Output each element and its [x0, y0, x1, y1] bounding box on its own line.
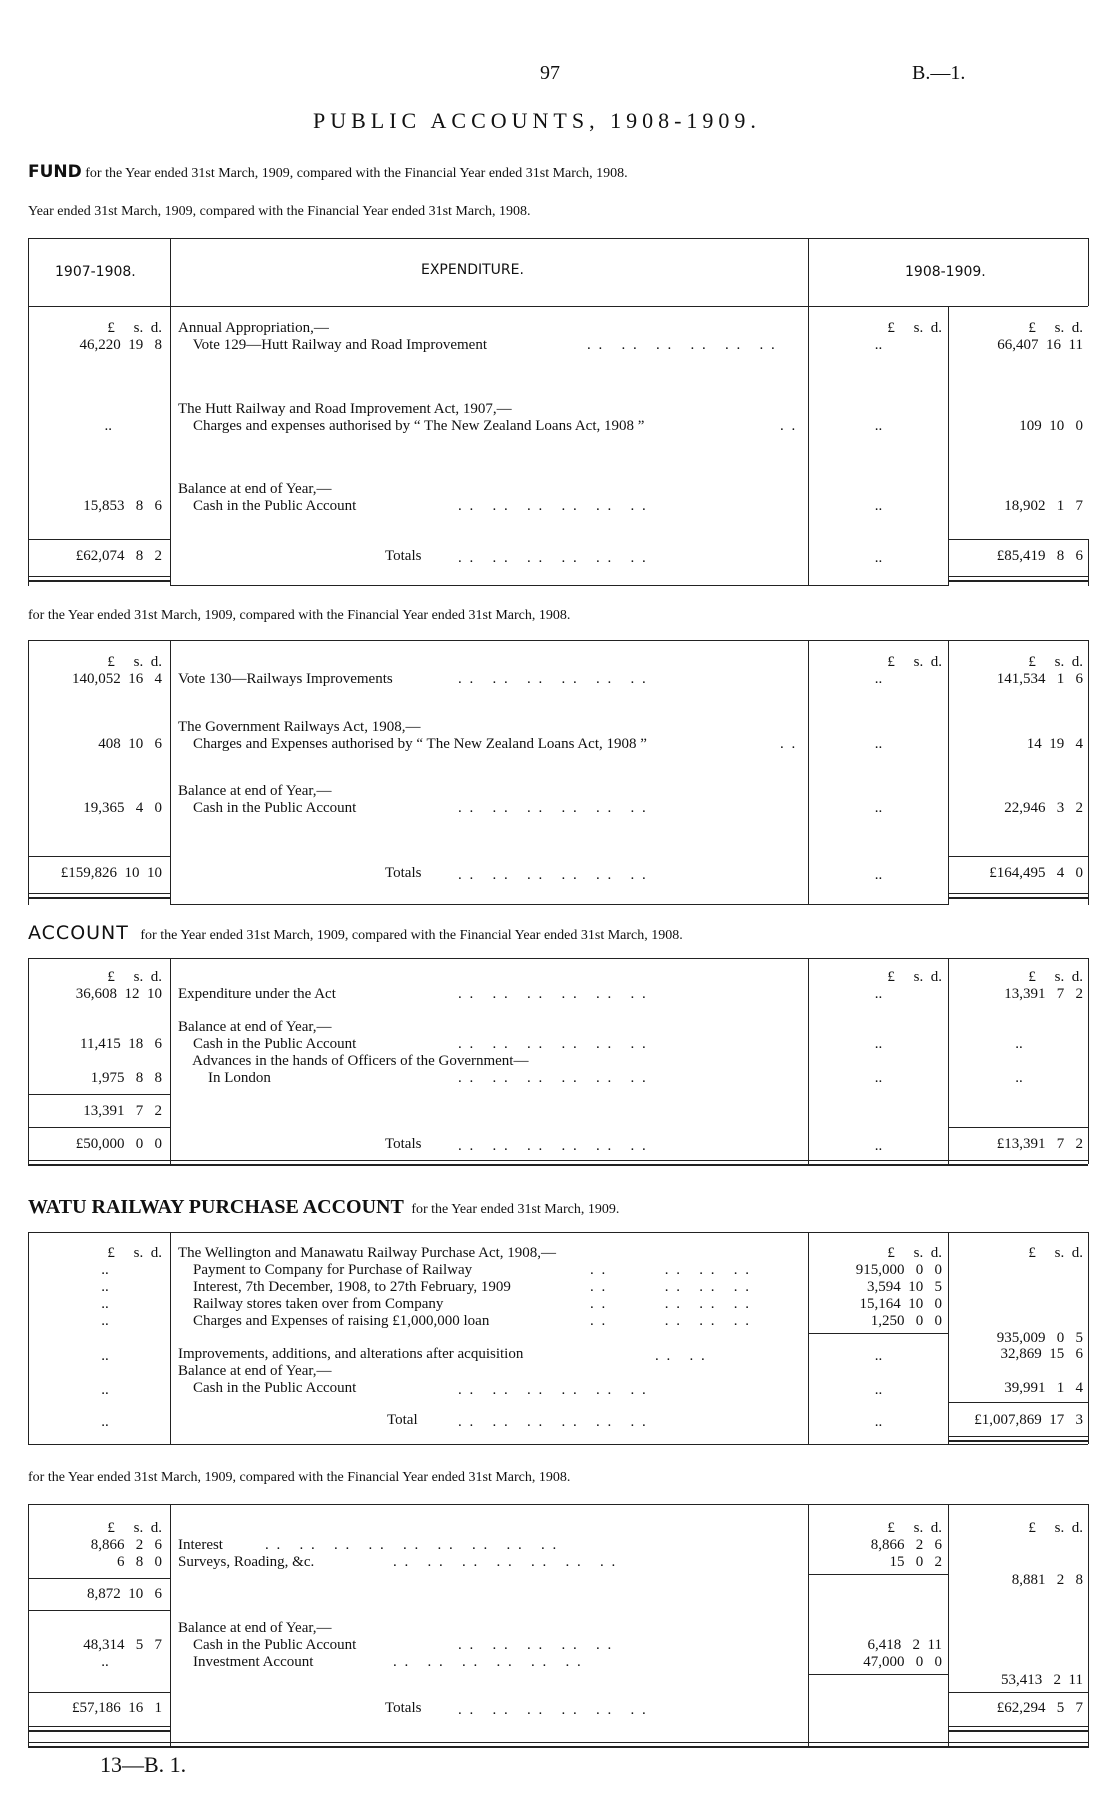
s1-col-left: 1907-1908.	[55, 264, 136, 280]
s4-item4-dots: . . . . . . . .	[590, 1313, 751, 1329]
s4-left-dash3: ..	[101, 1296, 109, 1312]
s3-row1-dots: . . . . . . . . . . . .	[458, 986, 648, 1002]
s2-row1-mid: ..	[874, 671, 883, 687]
page-title: PUBLIC ACCOUNTS, 1908-1909.	[313, 108, 761, 133]
s1-row3-dots: . . . . . . . . . . . .	[458, 498, 648, 514]
s2-row2-left: 408 10 6	[98, 736, 162, 752]
s1-row1-right: 66,407 16 11	[997, 337, 1083, 353]
s4-total-right: £1,007,869 17 3	[974, 1412, 1083, 1428]
s4-total-label: Total	[387, 1412, 418, 1428]
s3-total-mid: ..	[874, 1138, 883, 1154]
s4-item1-dots: . . . . . . . .	[590, 1262, 751, 1278]
s3-unit-left: £ s. d.	[107, 969, 162, 985]
s1-col-mid: EXPENDITURE.	[421, 262, 524, 278]
s2-total-right: £164,495 4 0	[989, 865, 1083, 881]
s5-total-label: Totals	[385, 1700, 422, 1716]
page-footer: 13—B. 1.	[100, 1752, 187, 1777]
page-number: 97	[540, 62, 560, 84]
s2-row2-mid: ..	[874, 736, 883, 752]
s4-unit-mid: £ s. d.	[887, 1245, 942, 1261]
s4-item3-dots: . . . . . . . .	[590, 1296, 751, 1312]
s4-item4-mid: 1,250 0 0	[870, 1313, 942, 1329]
s5-row3-left-dash: ..	[101, 1654, 109, 1670]
s3-row1-left: 36,608 12 10	[75, 986, 162, 1002]
s2-unit-left: £ s. d.	[107, 654, 162, 670]
s5-row2-dots: . . . . . . . . . . . . . .	[393, 1554, 618, 1570]
s2-total-label: Totals	[385, 865, 422, 881]
s1-row1-left: 46,220 19 8	[79, 337, 162, 353]
s5-row3-text: Balance at end of Year,— Cash in the Public Account Investment Account	[178, 1620, 357, 1670]
s1-unit-mid: £ s. d.	[887, 320, 942, 336]
s4-unit-left: £ s. d.	[107, 1245, 162, 1261]
s4-items-total: 935,009 0 5	[996, 1330, 1083, 1346]
s1-heading-bold: FUND	[28, 162, 82, 182]
s4-left-dash1: ..	[101, 1262, 109, 1278]
s3-row3-dots: . . . . . . . . . . . .	[458, 1070, 648, 1086]
s4-item1-text: Payment to Company for Purchase of Railway	[178, 1262, 473, 1278]
s5-heading: for the Year ended 31st March, 1909, compared with the Financial Year ended 31st March, 1908.	[28, 1470, 571, 1485]
s3-row3-right: ..	[1015, 1070, 1023, 1086]
s2-total-mid: ..	[874, 867, 883, 883]
s3-row1-text: Expenditure under the Act	[178, 986, 336, 1002]
s5-row3-left: 48,314 5 7	[83, 1637, 162, 1653]
s3-heading-text: for the Year ended 31st March, 1909, compared with the Financial Year ended 31st March, 1908.	[140, 928, 683, 943]
s3-row2-dots: . . . . . . . . . . . .	[458, 1036, 648, 1052]
s2-row2-dots: . .	[780, 736, 798, 752]
s4-item2-mid: 3,594 10 5	[867, 1279, 942, 1295]
s4-improvements-mid: ..	[874, 1348, 883, 1364]
s4-total-dots: . . . . . . . . . . . .	[458, 1414, 648, 1430]
s5-row1-text: Interest	[178, 1537, 223, 1553]
s2-unit-mid: £ s. d.	[887, 654, 942, 670]
s5-row3-mid-a: 6,418 2 11	[867, 1637, 942, 1653]
s5-subtotal-left: 8,872 10 6	[87, 1586, 162, 1602]
s5-row2-left: 6 8 0	[117, 1554, 162, 1570]
s3-subtotal-left: 13,391 7 2	[83, 1103, 162, 1119]
s5-row3-dots-b: . . . . . . . . . . . .	[393, 1654, 583, 1670]
s5-right-a: 8,881 2 8	[1011, 1572, 1083, 1588]
s4-left-dash7: ..	[101, 1414, 109, 1430]
s1-row1-dots: . . . . . . . . . . . .	[587, 337, 777, 353]
s4-total-mid: ..	[874, 1414, 883, 1430]
s2-total-dots: . . . . . . . . . . . .	[458, 867, 648, 883]
s4-intro: The Wellington and Manawatu Railway Purchase Act, 1908,—	[178, 1245, 557, 1261]
s3-row1-right: 13,391 7 2	[1004, 986, 1083, 1002]
s3-total-dots: . . . . . . . . . . . .	[458, 1138, 648, 1154]
s2-row2-right: 14 19 4	[1026, 736, 1083, 752]
s3-row3-mid: ..	[874, 1070, 883, 1086]
s4-left-dash2: ..	[101, 1279, 109, 1295]
s2-row3-dots: . . . . . . . . . . . .	[458, 800, 648, 816]
s3-row2-left: 11,415 18 6	[80, 1036, 162, 1052]
s1-heading	[28, 162, 628, 182]
s1-row3-text: Balance at end of Year,— Cash in the Public Account	[178, 481, 357, 514]
s1-unit-left: £ s. d.	[107, 320, 162, 336]
s3-total-left: £50,000 0 0	[75, 1136, 162, 1152]
s4-balance-dots: . . . . . . . . . . . .	[458, 1382, 648, 1398]
s1-unit-right: £ s. d.	[1028, 320, 1083, 336]
s4-left-dash6: ..	[101, 1382, 109, 1398]
s1-total-mid: ..	[874, 550, 883, 566]
s1-total-dots: . . . . . . . . . . . .	[458, 550, 648, 566]
s4-item2-text: Interest, 7th December, 1908, to 27th February, 1909	[178, 1279, 511, 1295]
s4-item1-mid: 915,000 0 0	[855, 1262, 942, 1278]
s3-row2-text: Balance at end of Year,— Cash in the Public Account	[178, 1019, 357, 1052]
s3-total-right: £13,391 7 2	[996, 1136, 1083, 1152]
s2-heading: for the Year ended 31st March, 1909, compared with the Financial Year ended 31st March, 1908.	[28, 608, 571, 623]
s1-subheading: Year ended 31st March, 1909, compared with the Financial Year ended 31st March, 1908.	[28, 204, 531, 219]
s1-row2-dots: . .	[780, 418, 798, 434]
s3-total-label: Totals	[385, 1136, 422, 1152]
s1-total-left: £62,074 8 2	[75, 548, 162, 564]
s5-unit-right: £ s. d.	[1028, 1520, 1083, 1536]
s1-row1-mid: ..	[874, 337, 883, 353]
s1-row3-right: 18,902 1 7	[1004, 498, 1083, 514]
s3-unit-mid: £ s. d.	[887, 969, 942, 985]
s1-row2-right: 109 10 0	[1019, 418, 1083, 434]
s1-heading-text: for the Year ended 31st March, 1909, compared with the Financial Year ended 31st March, 1908.	[85, 166, 628, 181]
page-reference: B.—1.	[912, 62, 966, 84]
s1-row1-text: Annual Appropriation,— Vote 129—Hutt Railway and Road Improvement	[178, 320, 487, 353]
s1-total-label: Totals	[385, 548, 422, 564]
s2-row3-right: 22,946 3 2	[1004, 800, 1083, 816]
s5-row3-mid-b: 47,000 0 0	[863, 1654, 942, 1670]
s4-improvements-right: 32,869 15 6	[1000, 1346, 1083, 1362]
s1-row2-text: The Hutt Railway and Road Improvement Act, 1907,— Charges and expenses authorised by “ The New Zealand Loans Act, 1908 ”	[178, 401, 645, 434]
s4-improvements: Improvements, additions, and alterations after acquisition	[178, 1346, 524, 1362]
s5-row1-mid: 8,866 2 6	[870, 1537, 942, 1553]
s1-col-right: 1908-1909.	[905, 264, 986, 280]
s4-balance: Balance at end of Year,— Cash in the Public Account	[178, 1363, 357, 1396]
s2-row1-right: 141,534 1 6	[996, 671, 1083, 687]
s4-item4-text: Charges and Expenses of raising £1,000,000 loan	[178, 1313, 490, 1329]
s1-row2-left: ..	[104, 418, 112, 434]
s4-left-dash4: ..	[101, 1313, 109, 1329]
s5-row2-mid: 15 0 2	[889, 1554, 942, 1570]
s3-unit-right: £ s. d.	[1028, 969, 1083, 985]
s2-total-left: £159,826 10 10	[60, 865, 162, 881]
s1-row3-mid: ..	[874, 498, 883, 514]
s4-improvements-dots: . . . .	[655, 1348, 707, 1364]
s5-row1-dots: . . . . . . . . . . . . . . . . . .	[265, 1537, 559, 1553]
s2-row3-mid: ..	[874, 800, 883, 816]
s3-row1-mid: ..	[874, 986, 883, 1002]
s2-row2-text: The Government Railways Act, 1908,— Charges and Expenses authorised by “ The New Zealand Loans Act, 1908 ”	[178, 719, 647, 752]
s5-total-left: £57,186 16 1	[72, 1700, 162, 1716]
s4-heading-bold: WATU RAILWAY PURCHASE ACCOUNT	[28, 1196, 404, 1218]
s5-total-right: £62,294 5 7	[996, 1700, 1083, 1716]
s2-row1-text: Vote 130—Railways Improvements	[178, 671, 393, 687]
s5-unit-left: £ s. d.	[107, 1520, 162, 1536]
s4-item3-mid: 15,164 10 0	[859, 1296, 942, 1312]
s1-total-right: £85,419 8 6	[996, 548, 1083, 564]
s5-row2-text: Surveys, Roading, &c.	[178, 1554, 315, 1570]
s3-heading-bold: ACCOUNT	[28, 922, 129, 944]
s1-row3-left: 15,853 8 6	[83, 498, 162, 514]
s4-heading	[28, 1196, 619, 1219]
s5-row3-dots-a: . . . . . . . . . .	[458, 1637, 614, 1653]
s5-right-b: 53,413 2 11	[1001, 1672, 1083, 1688]
s2-row1-dots: . . . . . . . . . . . .	[458, 671, 648, 687]
s2-row1-left: 140,052 16 4	[72, 671, 162, 687]
s5-total-dots: . . . . . . . . . . . .	[458, 1702, 648, 1718]
s4-balance-mid: ..	[874, 1382, 883, 1398]
s3-row2-mid: ..	[874, 1036, 883, 1052]
s4-item3-text: Railway stores taken over from Company	[178, 1296, 444, 1312]
s4-left-dash5: ..	[101, 1348, 109, 1364]
s4-heading-text: for the Year ended 31st March, 1909.	[411, 1202, 620, 1217]
s4-balance-right: 39,991 1 4	[1004, 1380, 1083, 1396]
s3-row2-right: ..	[1015, 1036, 1023, 1052]
s2-unit-right: £ s. d.	[1028, 654, 1083, 670]
s3-heading	[28, 922, 683, 944]
s4-unit-right: £ s. d.	[1028, 1245, 1083, 1261]
s4-item2-dots: . . . . . . . .	[590, 1279, 751, 1295]
s5-row1-left: 8,866 2 6	[90, 1537, 162, 1553]
s2-row3-left: 19,365 4 0	[83, 800, 162, 816]
s5-unit-mid: £ s. d.	[887, 1520, 942, 1536]
s1-row2-mid: ..	[874, 418, 883, 434]
s2-row3-text: Balance at end of Year,— Cash in the Public Account	[178, 783, 357, 816]
s3-row3-left: 1,975 8 8	[90, 1070, 162, 1086]
s3-row3-text: Advances in the hands of Officers of the Government— In London	[192, 1053, 529, 1086]
